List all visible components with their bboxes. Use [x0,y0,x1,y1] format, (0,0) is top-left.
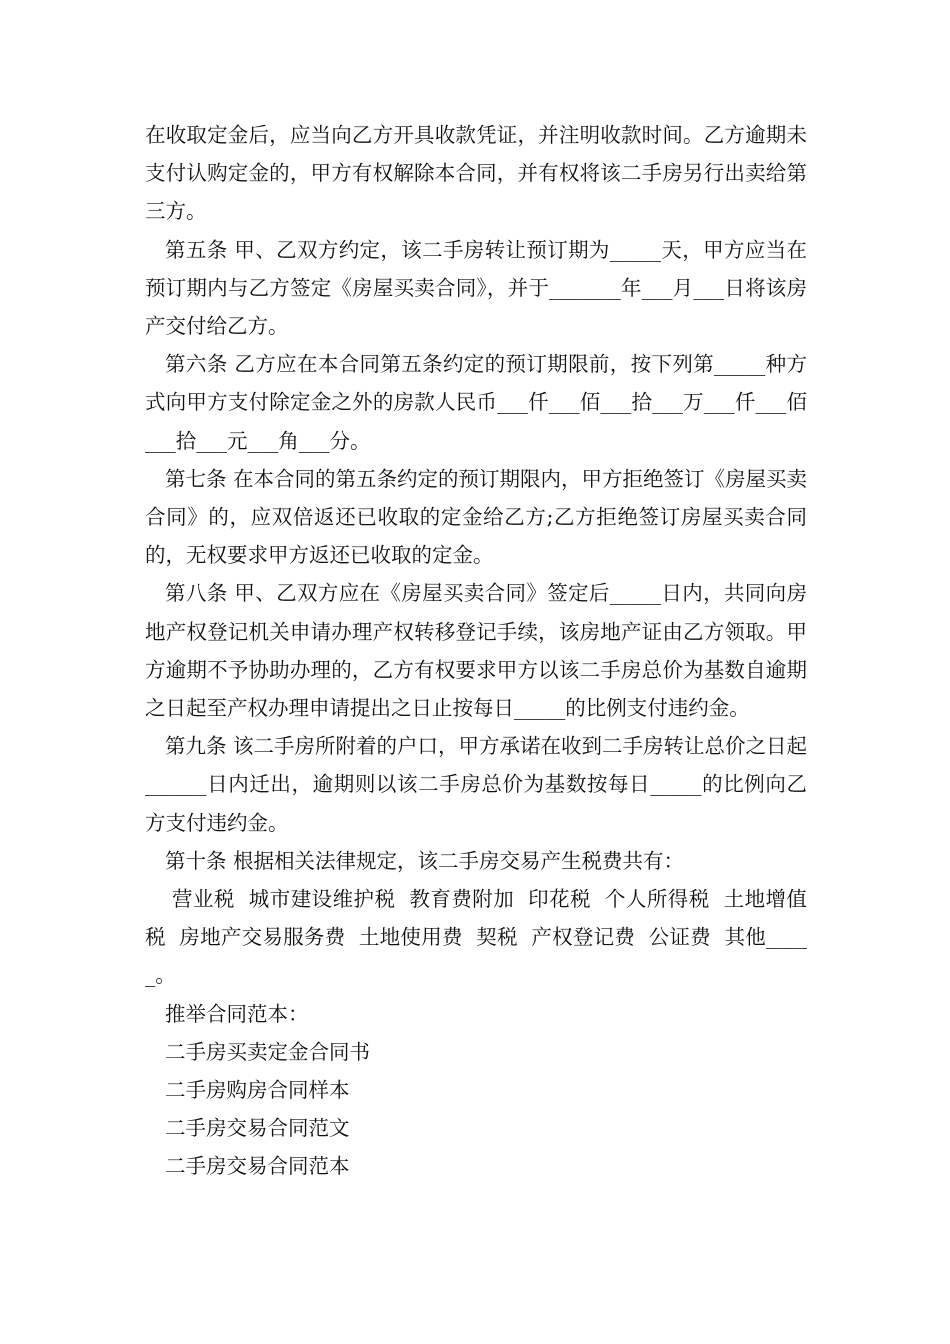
paragraph-article-5: 第五条 甲、乙双方约定，该二手房转让预订期为_____天，甲方应当在预订期内与乙方签定《房屋买卖合同》，并于_______年___月___日将该房产交付给乙方。 [145,237,807,339]
recommend-item: 二手房买卖定金合同书 [165,1039,370,1064]
paragraph-tax-list: 营业税 城市建设维护税 教育费附加 印花税 个人所得税 土地增值税 房地产交易服务费 土地使用费 契税 产权登记费 公证费 其他_____。 [145,887,807,988]
recommend-item: 二手房购房合同样本 [165,1078,350,1103]
recommend-item: 二手房交易合同范本 [165,1154,350,1179]
paragraph-article-6: 第六条 乙方应在本合同第五条约定的预订期限前，按下列第_____种方式向甲方支付除定金之外的房款人民币___仟___佰___拾___万___仟___佰___拾___元___角___分。 [145,352,807,453]
recommend-item: 二手房交易合同范文 [165,1116,350,1141]
recommend-heading: 推举合同范本： [165,1001,309,1026]
paragraph-article-7: 第七条 在本合同的第五条约定的预订期限内，甲方拒绝签订《房屋买卖合同》的，应双倍返还已收取的定金给乙方;乙方拒绝签订房屋买卖合同的，无权要求甲方返还已收取的定金。 [145,466,808,568]
paragraph-article-8: 第八条 甲、乙双方应在《房屋买卖合同》签定后_____日内，共同向房地产权登记机关申请办理产权转移登记手续，该房地产证由乙方领取。甲方逾期不予协助办理的，乙方有权要求甲方以该二手房总价为基数自逾期之日起至产权办理申请提出之日止按每日_____的比例支付违约金。 [145,581,807,721]
paragraph-article-10: 第十条 根据相关法律规定，该二手房交易产生税费共有： [165,848,685,873]
document-page [145,116,807,1186]
paragraph-article-9: 第九条 该二手房所附着的户口，甲方承诺在收到二手房转让总价之日起______日内迁出，逾期则以该二手房总价为基数按每日_____的比例向乙方支付违约金。 [145,734,808,835]
paragraph-deposit-receipt: 在收取定金后，应当向乙方开具收款凭证，并注明收款时间。乙方逾期未支付认购定金的，甲方有权解除本合同，并有权将该二手房另行出卖给第三方。 [145,123,807,224]
